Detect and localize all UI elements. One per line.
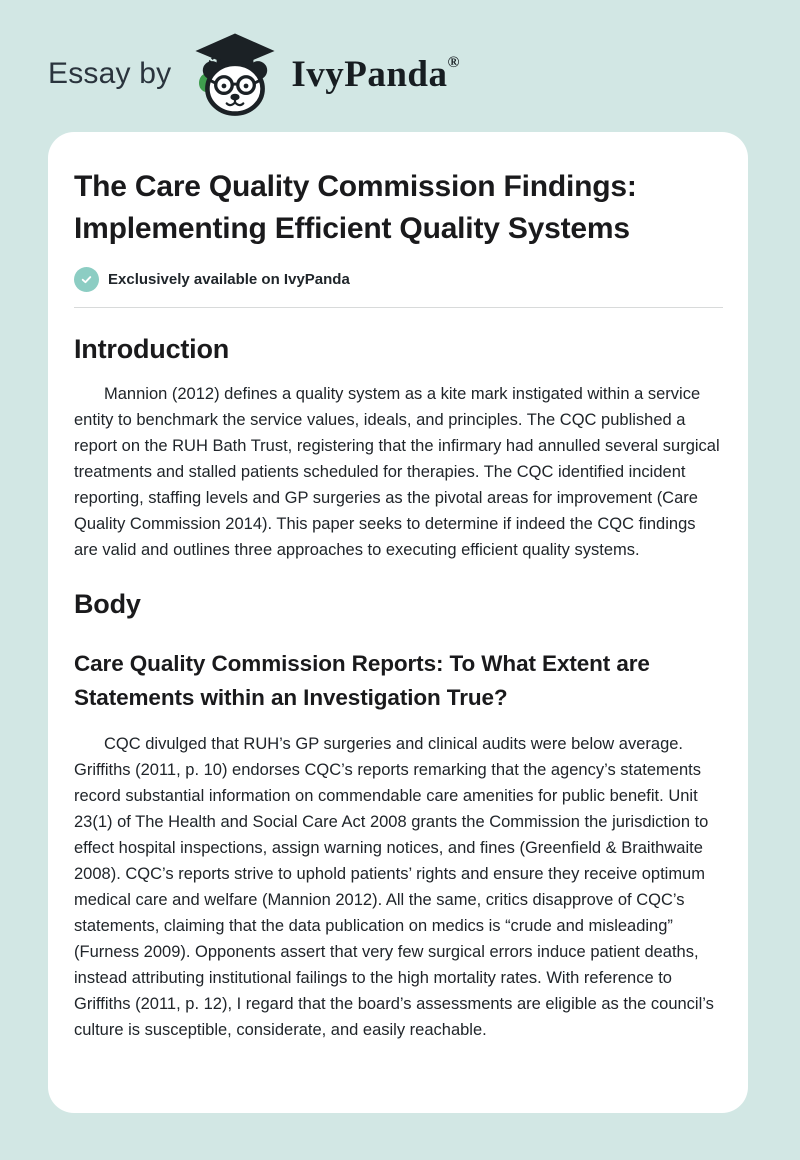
section-heading-body: Body <box>74 589 141 619</box>
essay-by-label: Essay by <box>48 57 172 90</box>
essay-card <box>48 132 748 1113</box>
section-heading-introduction: Introduction <box>74 334 230 364</box>
body-subheading: Care Quality Commission Reports: To What Extent are Statements within an Investigation True? <box>74 651 650 710</box>
divider <box>74 307 723 308</box>
brand-name[interactable] <box>291 53 460 96</box>
panda-graduate-icon[interactable] <box>189 28 281 120</box>
body-paragraph: CQC divulged that RUH’s GP surgeries and clinical audits were below average. Griffiths (2011, p. 10) endorses CQC’s reports remarking that the agency’s statements record substantial information on commendable care amenities for public benefit. Unit 23(1) of The Health and Social Care Act 2008 grants the Commission the jurisdiction to effect hospital inspections, assign warning notices, and fines (Greenfield & Braithwaite 2008). CQC’s reports strive to uphold patients’ rights and ensure they receive optimum medical care and welfare (Mannion 2012). All the same, critics disapprove of CQC’s statements, claiming that the data publication on medics is “crude and misleading” (Furness 2009). Opponents assert that very few surgical errors induce patient deaths, instead attributing institutional failings to the high mortality rates. With reference to Griffiths (2011, p. 12), I regard that the board’s assessments are eligible as the council’s culture is susceptible, considerate, and easily reachable. <box>74 735 714 1039</box>
article-title: The Care Quality Commission Findings: Implementing Efficient Quality Systems <box>74 170 637 245</box>
registered-trademark: ® <box>447 53 460 71</box>
site-header <box>0 0 800 122</box>
exclusive-badge-label: Exclusively available on IvyPanda <box>108 271 350 288</box>
exclusive-badge <box>74 267 723 292</box>
check-icon <box>74 267 99 292</box>
brand-name-text: IvyPanda <box>291 53 448 95</box>
introduction-paragraph: Mannion (2012) defines a quality system as a kite mark instigated within a service entity to benchmark the service values, ideals, and principles. The CQC published a report on the RUH Bath Trust, registering that the infirmary had annulled several surgical treatments and stalled patients scheduled for therapies. The CQC identified incident reporting, staffing levels and GP surgeries as the pivotal areas for improvement (Care Quality Commission 2014). This paper seeks to determine if indeed the CQC findings are valid and outlines three approaches to executing efficient quality systems. <box>74 385 720 559</box>
